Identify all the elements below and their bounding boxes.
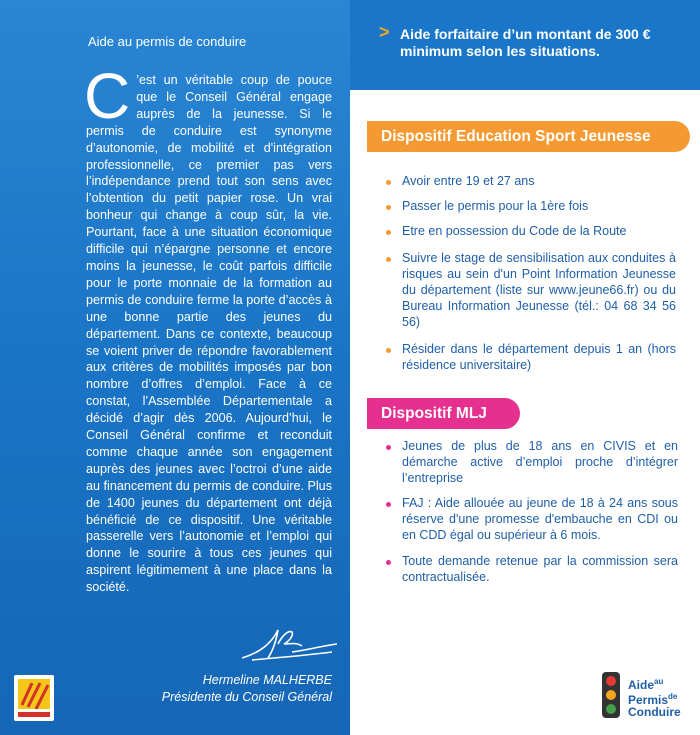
list-item: Avoir entre 19 et 27 ans xyxy=(386,174,676,190)
signer-role: Présidente du Conseil Général xyxy=(161,690,332,704)
bullet-icon xyxy=(386,257,391,262)
conditions-panel xyxy=(350,90,700,735)
bullet-icon xyxy=(386,230,391,235)
list-item: Toute demande retenue par la commission sera contractualisée. xyxy=(386,554,678,586)
bullet-icon xyxy=(386,205,391,210)
headline-area xyxy=(350,0,700,90)
section-title-mlj: Dispositif MLJ xyxy=(367,398,520,429)
bullet-icon xyxy=(386,445,391,450)
headline xyxy=(379,22,690,60)
bullet-icon xyxy=(386,348,391,353)
bullet-icon xyxy=(386,560,391,565)
headline-text: Aide forfaitaire d’un montant de 300 € minimum selon les situations. xyxy=(400,26,651,59)
list-item: Passer le permis pour la 1ère fois xyxy=(386,199,676,215)
intro-body xyxy=(84,60,332,596)
list-item: Suivre le stage de sensibilisation aux conduites à risques au sein d'un Point Information Jeunesse du département (liste sur www.jeune66.fr) ou du Bureau Information Jeunesse (tél.: 04 68 34 56 56) xyxy=(386,251,676,330)
aide-logo-text: Aide$^{au}$ Permis$^{de}$ Conduire xyxy=(628,677,681,719)
aide-permis-logo xyxy=(602,670,698,722)
dropcap-letter: C xyxy=(84,60,131,132)
intro-title: Aide au permis de conduire xyxy=(88,34,247,49)
list-item: Jeunes de plus de 18 ans en CIVIS et en démarche active d’emploi proche d’intégrer l’entreprise xyxy=(386,439,678,486)
section-title-education-sport: Dispositif Education Sport Jeunesse xyxy=(367,121,690,152)
signature-image xyxy=(232,622,342,664)
list-item: Résider dans le département depuis 1 an (hors résidence universitaire) xyxy=(386,342,676,374)
conseil-general-logo xyxy=(14,675,54,721)
education-sport-list xyxy=(386,174,676,383)
bullet-icon xyxy=(386,502,391,507)
intro-body-text: ’est un véritable coup de pouce que le Conseil Général engage auprès de la jeunesse. Si le permis de conduire est synonyme d’autonomie, de mobilité et d'intégration professionnelle, ce premier pas vers l’indépendance prend tout son sens avec l’obtention du petit papier rose. Un vrai bonheur qui change à coup sûr, la vie. Pourtant, face à une situation économique difficile qui n’épargne personne et encore moins la jeunesse, le coût parfois difficile pour le porte monnaie de la formation au permis de conduire ferme la porte d’accès à une bonne partie des jeunes du département. Dans ce contexte, beaucoup se voient priver de répondre favorablement aux critères de mobilités imposés par bon nombre d’offres d’emploi. Face à ce constat, l’Assemblée Départementale a décidé d’agir dès 2006. Aujourd’hui, le Conseil Général confirme et reconduit comme chaque année son engagement auprès des jeunes avec l’octroi d’une aide au financement du permis de conduire. Plus de 1400 jeunes du département ont déjà bénéficié de ce dispositif. Une véritable passerelle vers l’autonomie et l’emploi qui donne le sourire à tous ces jeunes qui aspirent légitimement à une place dans la société. xyxy=(86,73,332,595)
list-item: Etre en possession du Code de la Route xyxy=(386,224,676,240)
list-item: FAJ : Aide allouée au jeune de 18 à 24 ans sous réserve d'une promesse d'embauche en CDI ou en CDD égal ou supérieur à 6 mois. xyxy=(386,496,678,543)
bullet-icon xyxy=(386,180,391,185)
signer-block xyxy=(162,672,332,706)
signer-name: Hermeline MALHERBE xyxy=(202,673,332,687)
chevron-right-icon: > xyxy=(379,22,390,42)
traffic-light-icon xyxy=(602,672,620,718)
mlj-list xyxy=(386,439,678,594)
